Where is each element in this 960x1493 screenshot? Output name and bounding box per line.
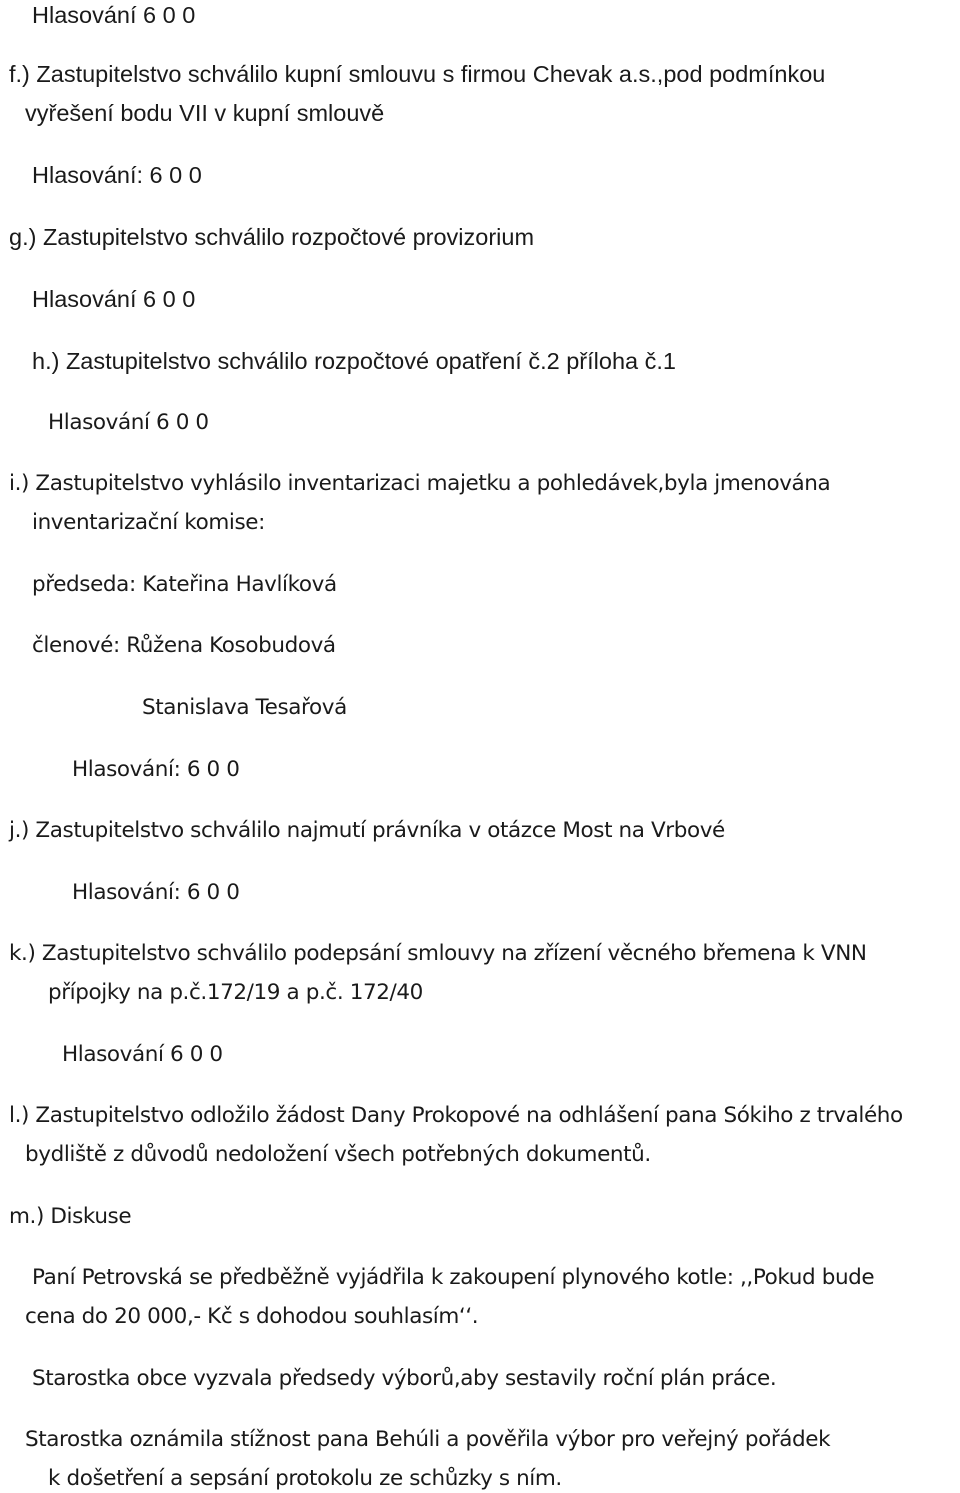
item-h: h.) Zastupitelstvo schválilo rozpočtové opatření č.2 příloha č.1 xyxy=(32,348,676,374)
vote-result-f-prev: Hlasování 6 0 0 xyxy=(32,2,196,28)
item-k-line-1: k.) Zastupitelstvo schválilo podepsání smlouvy na zřízení věcného břemena k VNN xyxy=(9,941,867,966)
item-l-line-1: l.) Zastupitelstvo odložilo žádost Dany Prokopové na odhlášení pana Sókiho z trvalého xyxy=(9,1103,903,1128)
vote-result-h: Hlasování 6 0 0 xyxy=(48,410,209,435)
vote-result-f: Hlasování: 6 0 0 xyxy=(32,162,202,188)
item-k-line-2: přípojky na p.č.172/19 a p.č. 172/40 xyxy=(48,980,423,1005)
item-j: j.) Zastupitelstvo schválilo najmutí právníka v otázce Most na Vrbové xyxy=(9,818,725,843)
committee-member-2: Stanislava Tesařová xyxy=(142,695,347,720)
discussion-line-1: Paní Petrovská se předběžně vyjádřila k zakoupení plynového kotle: ,,Pokud bude xyxy=(32,1265,875,1290)
discussion-line-5: k došetření a sepsání protokolu ze schůzky s ním. xyxy=(48,1466,562,1491)
discussion-line-3: Starostka obce vyzvala předsedy výborů,aby sestavily roční plán práce. xyxy=(32,1366,777,1391)
vote-result-k: Hlasování 6 0 0 xyxy=(62,1042,223,1067)
item-f-line-2: vyřešení bodu VII v kupní smlouvě xyxy=(25,100,385,126)
item-m-heading: m.) Diskuse xyxy=(9,1204,132,1229)
item-f-line-1: f.) Zastupitelstvo schválilo kupní smlouvu s firmou Chevak a.s.,pod podmínkou xyxy=(9,61,826,87)
item-i-line-2: inventarizační komise: xyxy=(32,510,265,535)
committee-chair: předseda: Kateřina Havlíková xyxy=(32,572,337,597)
item-l-line-2: bydliště z důvodů nedoložení všech potřebných dokumentů. xyxy=(25,1142,651,1167)
vote-result-i: Hlasování: 6 0 0 xyxy=(72,757,240,782)
vote-result-g: Hlasování 6 0 0 xyxy=(32,286,196,312)
discussion-line-2: cena do 20 000,- Kč s dohodou souhlasím‘‘. xyxy=(25,1304,479,1329)
vote-result-j: Hlasování: 6 0 0 xyxy=(72,880,240,905)
item-g: g.) Zastupitelstvo schválilo rozpočtové provizorium xyxy=(9,224,535,250)
committee-member-1: členové: Růžena Kosobudová xyxy=(32,633,336,658)
item-i-line-1: i.) Zastupitelstvo vyhlásilo inventarizaci majetku a pohledávek,byla jmenována xyxy=(9,471,831,496)
discussion-line-4: Starostka oznámila stížnost pana Behúli a pověřila výbor pro veřejný pořádek xyxy=(25,1427,831,1452)
